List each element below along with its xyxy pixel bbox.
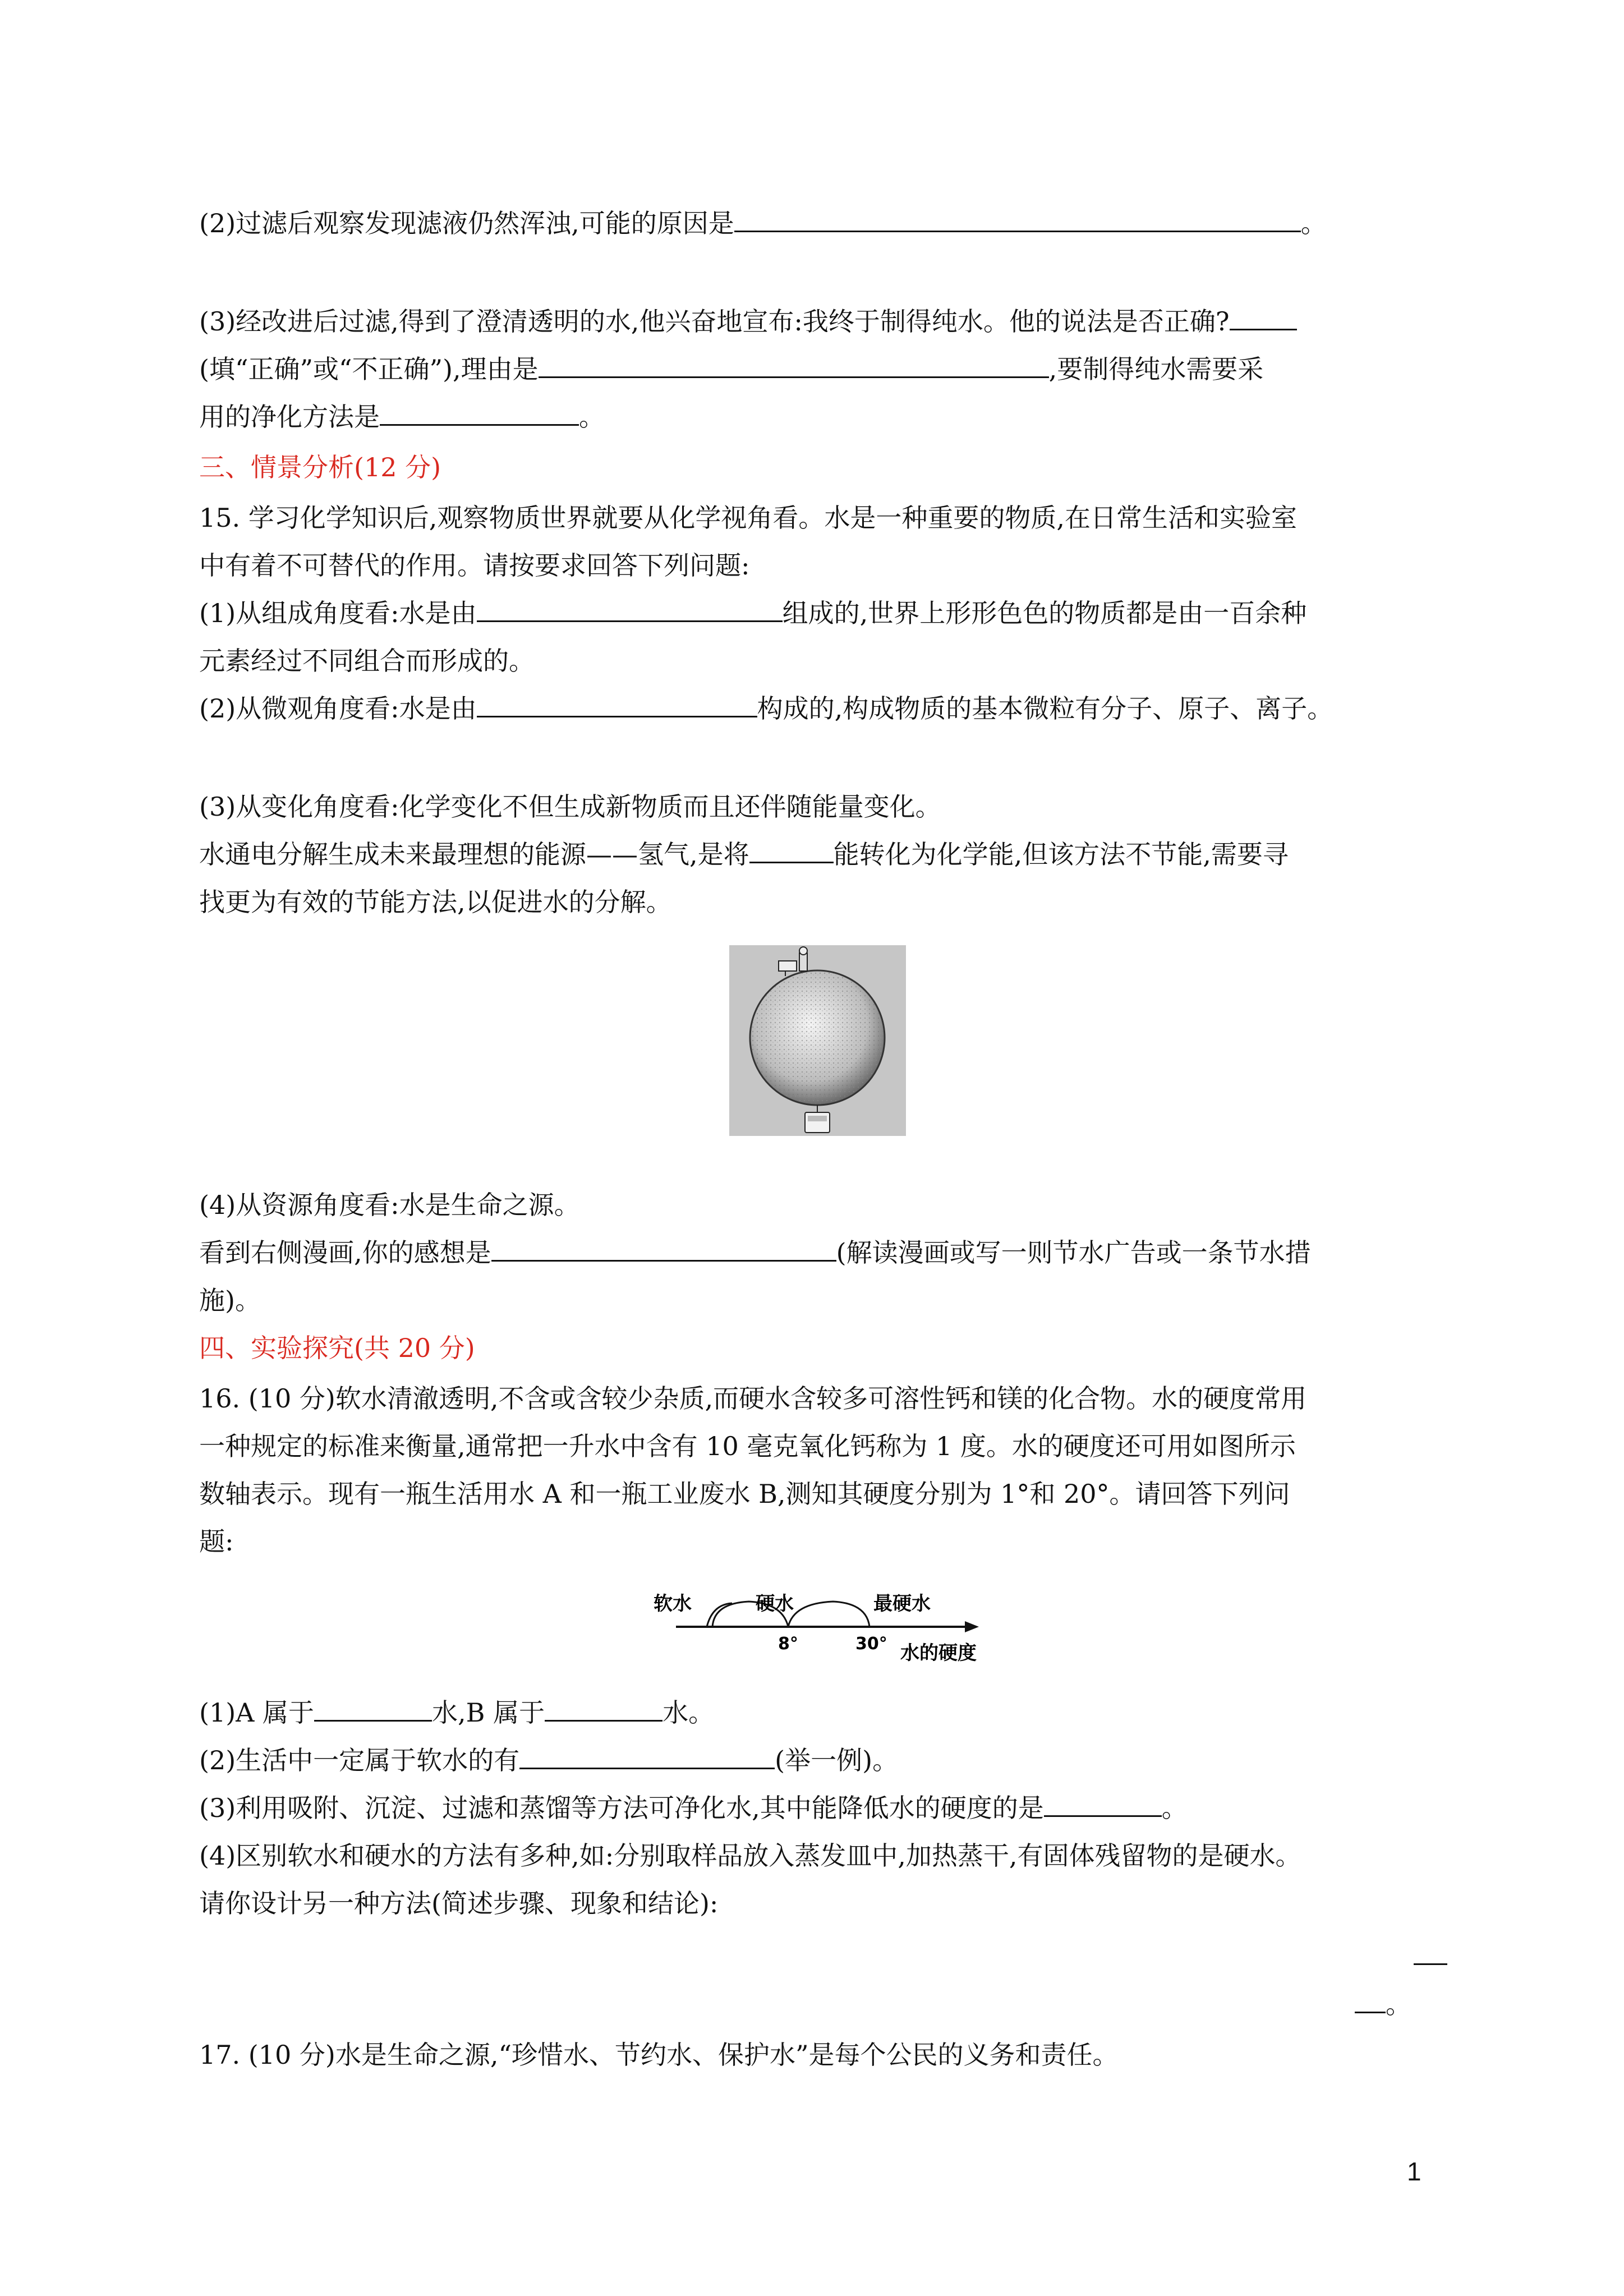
q16-part3: (3)利用吸附、沉淀、过滤和蒸馏等方法可净化水,其中能降低水的硬度的是 。 <box>199 1793 1188 1823</box>
tick-label-30: 30° <box>855 1634 887 1654</box>
axis-title: 水的硬度 <box>900 1642 977 1664</box>
q14-part2: (2)过滤后观察发现滤液仍然浑浊,可能的原因是 。 <box>199 208 1327 238</box>
q15-part4: (4)从资源角度看:水是生命之源。 <box>199 1190 580 1220</box>
section-title-3: 三、情景分析(12 分) <box>199 452 441 482</box>
arc-soft <box>707 1603 732 1627</box>
q16-part1: (1)A 属于 水,B 属于 水。 <box>199 1697 715 1728</box>
balloon-illustration <box>729 945 906 1136</box>
answer-blank[interactable] <box>1355 1989 1386 2013</box>
q15-part3-line3: 找更为有效的节能方法,以促进水的分解。 <box>199 887 672 917</box>
q17-intro: 17. (10 分)水是生命之源,“珍惜水、节约水、保护水”是每个公民的义务和责任。 <box>199 2040 1119 2070</box>
answer-blank[interactable] <box>477 598 783 622</box>
q16-part4-line2: 请你设计另一种方法(简述步骤、现象和结论): <box>199 1888 719 1918</box>
axis-arrow-icon <box>965 1621 979 1632</box>
answer-blank[interactable] <box>477 693 757 717</box>
answer-blank[interactable] <box>734 208 1301 232</box>
label-hardest: 最硬水 <box>873 1593 931 1615</box>
q16-intro-2: 一种规定的标准来衡量,通常把一升水中含有 10 毫克氧化钙称为 1 度。水的硬度还可用如图所示 <box>199 1431 1296 1461</box>
tick-label-8: 8° <box>778 1634 798 1654</box>
answer-blank[interactable] <box>314 1697 432 1722</box>
label-soft: 软水 <box>654 1593 692 1615</box>
answer-blank[interactable] <box>1414 1963 1447 1965</box>
q15-part1-cont: 元素经过不同组合而形成的。 <box>199 646 535 676</box>
answer-blank[interactable] <box>519 1745 775 1769</box>
arc-2 <box>788 1602 869 1627</box>
q16-intro-3: 数轴表示。现有一瓶生活用水 A 和一瓶工业废水 B,测知其硬度分别为 1°和 20°。请回答下列问 <box>199 1479 1290 1509</box>
page-number: 1 <box>1407 2157 1421 2186</box>
answer-blank[interactable] <box>749 839 834 863</box>
label-hard: 硬水 <box>756 1593 794 1615</box>
q14-part3-line1: (3)经改进后过滤,得到了澄清透明的水,他兴奋地宣布:我终于制得纯水。他的说法是否正确? <box>199 306 1297 337</box>
q15-part1: (1)从组成角度看:水是由 组成的,世界上形形色色的物质都是由一百余种 <box>199 598 1307 628</box>
q15-intro-1: 15. 学习化学知识后,观察物质世界就要从化学视角看。水是一种重要的物质,在日常生活和实验室 <box>199 503 1298 533</box>
q15-part3: (3)从变化角度看:化学变化不但生成新物质而且还伴随能量变化。 <box>199 792 941 822</box>
q15-part3-line2: 水通电分解生成未来最理想的能源——氢气,是将 能转化为化学能,但该方法不节能,需要寻 <box>199 839 1289 869</box>
q15-part4-line2: 看到右侧漫画,你的感想是 (解读漫画或写一则节水广告或一条节水措 <box>199 1237 1311 1268</box>
water-balloon-cartoon <box>729 945 906 1136</box>
q16-intro-4: 题: <box>199 1526 234 1557</box>
answer-blank[interactable] <box>1044 1793 1162 1817</box>
answer-blank[interactable] <box>491 1237 836 1262</box>
q16-part4-end: 。 <box>1355 1989 1411 2020</box>
q15-part4-line3: 施)。 <box>199 1285 261 1315</box>
answer-blank[interactable] <box>1230 306 1297 330</box>
q14-part3-line3: 用的净化方法是 。 <box>199 402 605 432</box>
q14-part3-line2: (填“正确”或“不正确”),理由是 ,要制得纯水需要采 <box>199 354 1264 384</box>
answer-blank[interactable] <box>539 354 1049 378</box>
answer-blank[interactable] <box>545 1697 663 1722</box>
q16-part2: (2)生活中一定属于软水的有 (举一例)。 <box>199 1745 899 1775</box>
q16-part4: (4)区别软水和硬水的方法有多种,如:分别取样品放入蒸发皿中,加热蒸干,有固体残留物的是硬水。 <box>199 1841 1301 1871</box>
q15-intro-2: 中有着不可替代的作用。请按要求回答下列问题: <box>199 550 750 581</box>
q16-intro-1: 16. (10 分)软水清澈透明,不含或含较少杂质,而硬水含较多可溶性钙和镁的化合物。水的硬度常用 <box>199 1383 1307 1414</box>
hardness-number-axis <box>654 1593 990 1672</box>
q15-part2: (2)从微观角度看:水是由 构成的,构成物质的基本微粒有分子、原子、离子。 <box>199 693 1333 724</box>
section-title-4: 四、实验探究(共 20 分) <box>199 1333 475 1363</box>
answer-blank[interactable] <box>380 402 579 426</box>
